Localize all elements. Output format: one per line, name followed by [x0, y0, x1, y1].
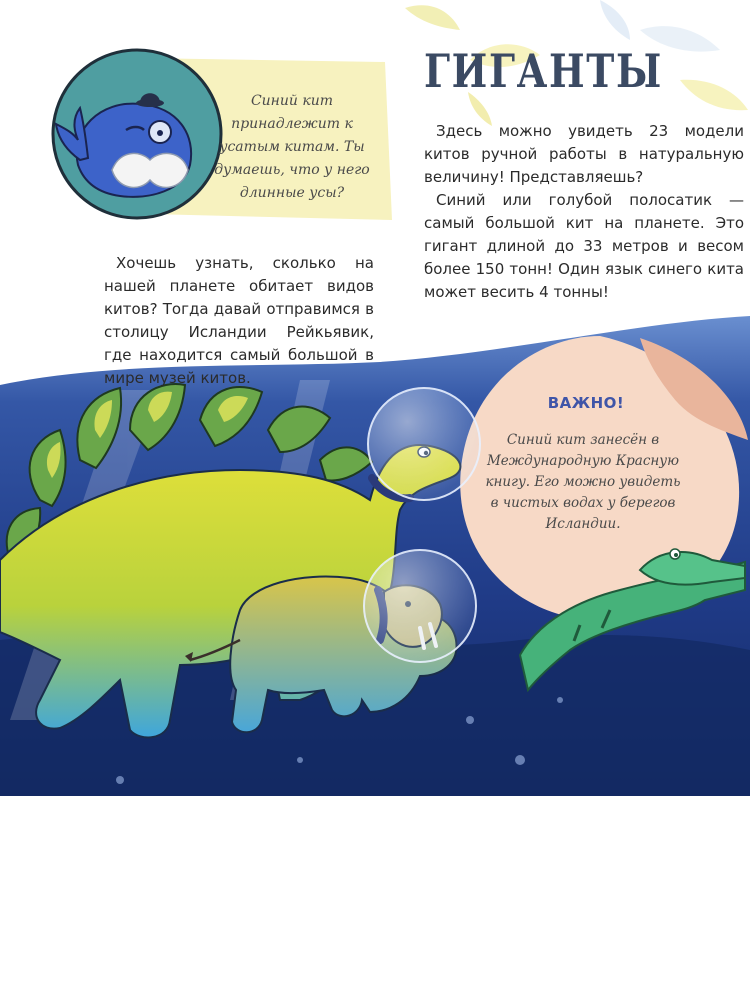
left-paragraph: Хочешь узнать, сколько на нашей планете обитает видов китов? Тогда давай отправимся в столицу Исландии Рейкьявик, где находится самый большой в мире музей китов.: [104, 254, 374, 387]
important-text: Синий кит занесён в Международную Красную книгу. Его можно увидеть в чистых водах у берегов Исландии.: [485, 432, 681, 532]
intro-text: [424, 120, 744, 304]
whale-speech-text: Синий кит принадлежит к усатым китам. Ты думаешь, что у него длинные усы?: [214, 93, 370, 201]
important-heading: ВАЖНО!: [547, 394, 625, 412]
page-title: ГИГАНТЫ: [424, 44, 663, 98]
whale-mascot-icon: [53, 50, 221, 218]
intro-paragraph: Синий или голубой полосатик — самый большой кит на планете. Это гигант длиной до 33 метров и весом более 150 тонн! Один язык синего кита может весить 4 тонны!: [424, 191, 744, 301]
intro-paragraph: Здесь можно увидеть 23 модели китов ручной работы в натуральную величину! Представляешь?: [424, 122, 744, 186]
